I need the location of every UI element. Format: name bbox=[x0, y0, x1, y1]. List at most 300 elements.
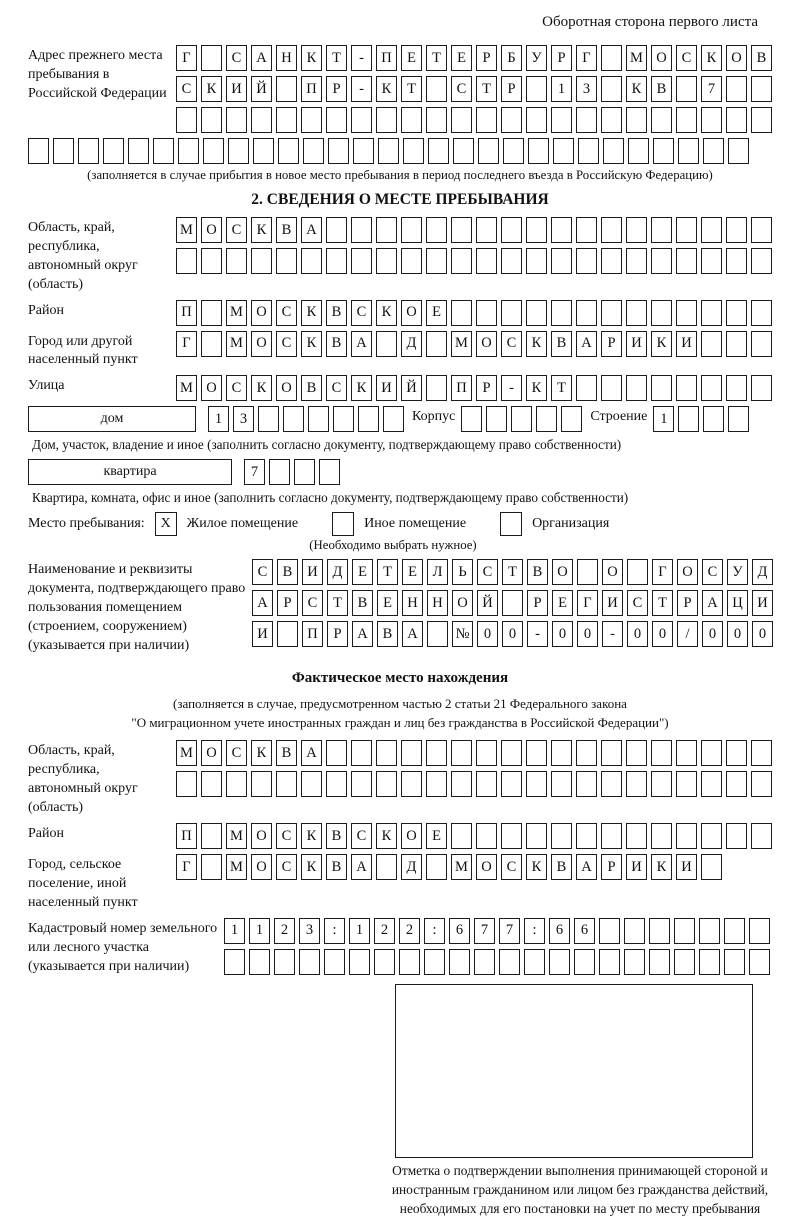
char-cell[interactable]: И bbox=[626, 854, 647, 880]
char-cell[interactable]: В bbox=[651, 76, 672, 102]
char-cell[interactable] bbox=[428, 138, 449, 164]
char-cell[interactable]: Т bbox=[476, 76, 497, 102]
char-cell[interactable] bbox=[278, 138, 299, 164]
char-cell[interactable] bbox=[501, 771, 522, 797]
char-cell[interactable] bbox=[728, 138, 749, 164]
char-cell[interactable]: М bbox=[626, 45, 647, 71]
char-cell[interactable] bbox=[526, 823, 547, 849]
char-cell[interactable]: С bbox=[676, 45, 697, 71]
char-cell[interactable]: И bbox=[752, 590, 773, 616]
char-cell[interactable]: И bbox=[676, 331, 697, 357]
char-cell[interactable] bbox=[451, 107, 472, 133]
char-cell[interactable] bbox=[451, 300, 472, 326]
char-cell[interactable] bbox=[526, 740, 547, 766]
char-cell[interactable] bbox=[726, 107, 747, 133]
char-cell[interactable]: В bbox=[276, 217, 297, 243]
char-cell[interactable] bbox=[426, 248, 447, 274]
char-cell[interactable] bbox=[726, 217, 747, 243]
char-cell[interactable]: К bbox=[376, 300, 397, 326]
char-cell[interactable]: С bbox=[351, 300, 372, 326]
char-cell[interactable]: Р bbox=[327, 621, 348, 647]
char-cell[interactable]: Н bbox=[427, 590, 448, 616]
char-cell[interactable]: М bbox=[176, 217, 197, 243]
char-cell[interactable] bbox=[624, 918, 645, 944]
char-cell[interactable] bbox=[574, 949, 595, 975]
char-cell[interactable]: О bbox=[251, 331, 272, 357]
char-cell[interactable] bbox=[376, 107, 397, 133]
char-cell[interactable]: В bbox=[276, 740, 297, 766]
char-cell[interactable]: В bbox=[326, 854, 347, 880]
char-cell[interactable] bbox=[676, 823, 697, 849]
char-cell[interactable] bbox=[351, 217, 372, 243]
char-cell[interactable] bbox=[536, 406, 557, 432]
char-cell[interactable]: Т bbox=[502, 559, 523, 585]
char-cell[interactable] bbox=[676, 248, 697, 274]
char-cell[interactable] bbox=[626, 375, 647, 401]
char-cell[interactable] bbox=[178, 138, 199, 164]
char-cell[interactable] bbox=[676, 740, 697, 766]
char-cell[interactable]: Т bbox=[326, 45, 347, 71]
char-cell[interactable]: : bbox=[524, 918, 545, 944]
char-cell[interactable] bbox=[701, 217, 722, 243]
stay-type-checkbox-other[interactable] bbox=[332, 512, 354, 536]
char-cell[interactable]: 1 bbox=[349, 918, 370, 944]
char-cell[interactable]: 0 bbox=[552, 621, 573, 647]
char-cell[interactable] bbox=[626, 740, 647, 766]
char-cell[interactable]: К bbox=[701, 45, 722, 71]
char-cell[interactable] bbox=[601, 740, 622, 766]
char-cell[interactable] bbox=[176, 771, 197, 797]
char-cell[interactable] bbox=[626, 217, 647, 243]
char-cell[interactable] bbox=[374, 949, 395, 975]
char-cell[interactable] bbox=[576, 248, 597, 274]
char-cell[interactable]: С bbox=[226, 217, 247, 243]
char-cell[interactable] bbox=[751, 771, 772, 797]
char-cell[interactable] bbox=[626, 300, 647, 326]
char-cell[interactable] bbox=[502, 590, 523, 616]
char-cell[interactable]: Р bbox=[277, 590, 298, 616]
char-cell[interactable] bbox=[426, 740, 447, 766]
char-cell[interactable]: 2 bbox=[374, 918, 395, 944]
char-cell[interactable] bbox=[399, 949, 420, 975]
char-cell[interactable]: 3 bbox=[576, 76, 597, 102]
char-cell[interactable] bbox=[626, 248, 647, 274]
char-cell[interactable] bbox=[383, 406, 404, 432]
char-cell[interactable] bbox=[426, 854, 447, 880]
char-cell[interactable]: К bbox=[251, 217, 272, 243]
char-cell[interactable]: - bbox=[527, 621, 548, 647]
char-cell[interactable]: О bbox=[452, 590, 473, 616]
char-cell[interactable] bbox=[501, 217, 522, 243]
char-cell[interactable] bbox=[476, 740, 497, 766]
char-cell[interactable]: Н bbox=[276, 45, 297, 71]
char-cell[interactable]: С bbox=[501, 854, 522, 880]
char-cell[interactable] bbox=[301, 771, 322, 797]
char-cell[interactable]: 6 bbox=[549, 918, 570, 944]
char-cell[interactable]: - bbox=[351, 76, 372, 102]
char-cell[interactable] bbox=[726, 76, 747, 102]
char-cell[interactable] bbox=[501, 300, 522, 326]
char-cell[interactable] bbox=[601, 76, 622, 102]
char-cell[interactable]: Р bbox=[601, 331, 622, 357]
char-cell[interactable] bbox=[351, 771, 372, 797]
char-cell[interactable] bbox=[253, 138, 274, 164]
char-cell[interactable] bbox=[376, 248, 397, 274]
char-cell[interactable] bbox=[351, 740, 372, 766]
char-cell[interactable] bbox=[326, 740, 347, 766]
char-cell[interactable]: Т bbox=[652, 590, 673, 616]
char-cell[interactable] bbox=[258, 406, 279, 432]
char-cell[interactable]: М bbox=[226, 854, 247, 880]
char-cell[interactable] bbox=[276, 107, 297, 133]
char-cell[interactable]: П bbox=[302, 621, 323, 647]
char-cell[interactable] bbox=[524, 949, 545, 975]
char-cell[interactable] bbox=[676, 107, 697, 133]
char-cell[interactable] bbox=[474, 949, 495, 975]
char-cell[interactable] bbox=[701, 107, 722, 133]
char-cell[interactable]: К bbox=[351, 375, 372, 401]
char-cell[interactable] bbox=[701, 771, 722, 797]
char-cell[interactable]: 7 bbox=[701, 76, 722, 102]
char-cell[interactable] bbox=[294, 459, 315, 485]
char-cell[interactable] bbox=[201, 771, 222, 797]
char-cell[interactable] bbox=[726, 248, 747, 274]
char-cell[interactable] bbox=[401, 771, 422, 797]
char-cell[interactable] bbox=[501, 823, 522, 849]
char-cell[interactable] bbox=[201, 45, 222, 71]
char-cell[interactable] bbox=[649, 949, 670, 975]
char-cell[interactable] bbox=[486, 406, 507, 432]
char-cell[interactable] bbox=[551, 248, 572, 274]
char-cell[interactable]: : bbox=[324, 918, 345, 944]
char-cell[interactable]: А bbox=[252, 590, 273, 616]
char-cell[interactable] bbox=[751, 375, 772, 401]
char-cell[interactable]: 7 bbox=[499, 918, 520, 944]
char-cell[interactable]: С bbox=[176, 76, 197, 102]
char-cell[interactable] bbox=[424, 949, 445, 975]
char-cell[interactable]: П bbox=[176, 823, 197, 849]
char-cell[interactable]: Г bbox=[176, 331, 197, 357]
char-cell[interactable]: Р bbox=[476, 45, 497, 71]
char-cell[interactable] bbox=[576, 771, 597, 797]
char-cell[interactable]: И bbox=[376, 375, 397, 401]
char-cell[interactable] bbox=[576, 300, 597, 326]
char-cell[interactable]: С bbox=[351, 823, 372, 849]
char-cell[interactable] bbox=[224, 949, 245, 975]
char-cell[interactable] bbox=[701, 823, 722, 849]
char-cell[interactable]: Р bbox=[527, 590, 548, 616]
char-cell[interactable]: Р bbox=[326, 76, 347, 102]
char-cell[interactable]: Г bbox=[176, 45, 197, 71]
char-cell[interactable]: В bbox=[551, 854, 572, 880]
char-cell[interactable]: А bbox=[301, 217, 322, 243]
char-cell[interactable]: - bbox=[501, 375, 522, 401]
char-cell[interactable]: К bbox=[651, 331, 672, 357]
char-cell[interactable]: Ь bbox=[452, 559, 473, 585]
char-cell[interactable]: 0 bbox=[702, 621, 723, 647]
char-cell[interactable] bbox=[226, 107, 247, 133]
char-cell[interactable] bbox=[461, 406, 482, 432]
char-cell[interactable] bbox=[501, 107, 522, 133]
char-cell[interactable] bbox=[553, 138, 574, 164]
char-cell[interactable] bbox=[751, 331, 772, 357]
char-cell[interactable] bbox=[651, 375, 672, 401]
char-cell[interactable] bbox=[201, 823, 222, 849]
char-cell[interactable]: Т bbox=[327, 590, 348, 616]
char-cell[interactable]: 0 bbox=[752, 621, 773, 647]
char-cell[interactable] bbox=[678, 138, 699, 164]
char-cell[interactable] bbox=[324, 949, 345, 975]
char-cell[interactable] bbox=[319, 459, 340, 485]
char-cell[interactable]: Т bbox=[377, 559, 398, 585]
char-cell[interactable]: № bbox=[452, 621, 473, 647]
char-cell[interactable]: 0 bbox=[652, 621, 673, 647]
char-cell[interactable] bbox=[358, 406, 379, 432]
char-cell[interactable]: А bbox=[576, 854, 597, 880]
char-cell[interactable] bbox=[226, 771, 247, 797]
char-cell[interactable]: Р bbox=[501, 76, 522, 102]
char-cell[interactable]: Е bbox=[552, 590, 573, 616]
char-cell[interactable] bbox=[426, 107, 447, 133]
char-cell[interactable]: И bbox=[676, 854, 697, 880]
char-cell[interactable]: К bbox=[301, 300, 322, 326]
char-cell[interactable]: 1 bbox=[208, 406, 229, 432]
char-cell[interactable] bbox=[751, 300, 772, 326]
char-cell[interactable] bbox=[401, 217, 422, 243]
char-cell[interactable]: П bbox=[451, 375, 472, 401]
char-cell[interactable] bbox=[674, 949, 695, 975]
char-cell[interactable]: М bbox=[226, 331, 247, 357]
char-cell[interactable] bbox=[376, 854, 397, 880]
char-cell[interactable] bbox=[751, 248, 772, 274]
char-cell[interactable] bbox=[551, 300, 572, 326]
char-cell[interactable] bbox=[701, 248, 722, 274]
char-cell[interactable]: К bbox=[301, 45, 322, 71]
char-cell[interactable]: Б bbox=[501, 45, 522, 71]
char-cell[interactable] bbox=[501, 248, 522, 274]
stay-type-checkbox-residential[interactable]: X bbox=[155, 512, 177, 536]
char-cell[interactable] bbox=[601, 300, 622, 326]
char-cell[interactable]: О bbox=[651, 45, 672, 71]
char-cell[interactable] bbox=[449, 949, 470, 975]
char-cell[interactable] bbox=[651, 248, 672, 274]
char-cell[interactable] bbox=[651, 107, 672, 133]
char-cell[interactable]: М bbox=[451, 854, 472, 880]
char-cell[interactable] bbox=[478, 138, 499, 164]
char-cell[interactable] bbox=[599, 949, 620, 975]
char-cell[interactable] bbox=[426, 771, 447, 797]
char-cell[interactable] bbox=[426, 217, 447, 243]
char-cell[interactable] bbox=[301, 107, 322, 133]
char-cell[interactable] bbox=[476, 300, 497, 326]
char-cell[interactable]: Р bbox=[677, 590, 698, 616]
char-cell[interactable]: С bbox=[276, 854, 297, 880]
char-cell[interactable]: : bbox=[424, 918, 445, 944]
char-cell[interactable] bbox=[601, 771, 622, 797]
char-cell[interactable] bbox=[626, 771, 647, 797]
char-cell[interactable]: 6 bbox=[449, 918, 470, 944]
char-cell[interactable] bbox=[651, 300, 672, 326]
char-cell[interactable]: О bbox=[201, 375, 222, 401]
char-cell[interactable] bbox=[351, 107, 372, 133]
char-cell[interactable] bbox=[283, 406, 304, 432]
char-cell[interactable]: К bbox=[301, 823, 322, 849]
char-cell[interactable] bbox=[201, 854, 222, 880]
char-cell[interactable]: Н bbox=[402, 590, 423, 616]
char-cell[interactable]: Е bbox=[352, 559, 373, 585]
char-cell[interactable] bbox=[703, 406, 724, 432]
char-cell[interactable] bbox=[476, 771, 497, 797]
char-cell[interactable]: Д bbox=[752, 559, 773, 585]
char-cell[interactable]: 1 bbox=[224, 918, 245, 944]
char-cell[interactable]: К bbox=[201, 76, 222, 102]
char-cell[interactable] bbox=[376, 331, 397, 357]
char-cell[interactable]: А bbox=[702, 590, 723, 616]
char-cell[interactable] bbox=[453, 138, 474, 164]
char-cell[interactable] bbox=[501, 740, 522, 766]
char-cell[interactable] bbox=[653, 138, 674, 164]
stay-type-checkbox-organization[interactable] bbox=[500, 512, 522, 536]
char-cell[interactable]: У bbox=[526, 45, 547, 71]
char-cell[interactable]: М bbox=[176, 740, 197, 766]
char-cell[interactable] bbox=[749, 949, 770, 975]
char-cell[interactable] bbox=[651, 823, 672, 849]
char-cell[interactable] bbox=[526, 76, 547, 102]
char-cell[interactable]: С bbox=[302, 590, 323, 616]
char-cell[interactable] bbox=[376, 217, 397, 243]
char-cell[interactable]: А bbox=[351, 854, 372, 880]
char-cell[interactable] bbox=[499, 949, 520, 975]
char-cell[interactable] bbox=[401, 740, 422, 766]
char-cell[interactable]: О bbox=[401, 823, 422, 849]
char-cell[interactable] bbox=[427, 621, 448, 647]
char-cell[interactable]: П bbox=[176, 300, 197, 326]
char-cell[interactable]: П bbox=[376, 45, 397, 71]
char-cell[interactable] bbox=[678, 406, 699, 432]
char-cell[interactable] bbox=[326, 107, 347, 133]
char-cell[interactable] bbox=[701, 375, 722, 401]
char-cell[interactable] bbox=[153, 138, 174, 164]
char-cell[interactable] bbox=[649, 918, 670, 944]
char-cell[interactable]: М bbox=[176, 375, 197, 401]
char-cell[interactable] bbox=[601, 823, 622, 849]
char-cell[interactable] bbox=[476, 107, 497, 133]
char-cell[interactable] bbox=[601, 107, 622, 133]
char-cell[interactable]: К bbox=[526, 331, 547, 357]
char-cell[interactable] bbox=[724, 918, 745, 944]
char-cell[interactable]: К bbox=[526, 375, 547, 401]
char-cell[interactable] bbox=[526, 107, 547, 133]
char-cell[interactable]: У bbox=[727, 559, 748, 585]
char-cell[interactable] bbox=[426, 375, 447, 401]
char-cell[interactable]: К bbox=[526, 854, 547, 880]
char-cell[interactable] bbox=[128, 138, 149, 164]
char-cell[interactable]: Е bbox=[401, 45, 422, 71]
char-cell[interactable] bbox=[451, 771, 472, 797]
char-cell[interactable]: 7 bbox=[244, 459, 265, 485]
apartment-field-box[interactable]: квартира bbox=[28, 459, 232, 485]
char-cell[interactable] bbox=[378, 138, 399, 164]
char-cell[interactable] bbox=[78, 138, 99, 164]
char-cell[interactable] bbox=[328, 138, 349, 164]
char-cell[interactable]: О bbox=[251, 300, 272, 326]
char-cell[interactable] bbox=[751, 107, 772, 133]
char-cell[interactable] bbox=[353, 138, 374, 164]
char-cell[interactable]: М bbox=[226, 300, 247, 326]
char-cell[interactable]: Ц bbox=[727, 590, 748, 616]
char-cell[interactable] bbox=[451, 248, 472, 274]
char-cell[interactable] bbox=[578, 138, 599, 164]
char-cell[interactable]: В bbox=[751, 45, 772, 71]
char-cell[interactable] bbox=[476, 248, 497, 274]
char-cell[interactable] bbox=[576, 107, 597, 133]
char-cell[interactable]: Р bbox=[476, 375, 497, 401]
char-cell[interactable]: К bbox=[651, 854, 672, 880]
char-cell[interactable] bbox=[651, 217, 672, 243]
char-cell[interactable]: С bbox=[326, 375, 347, 401]
char-cell[interactable]: В bbox=[326, 331, 347, 357]
char-cell[interactable] bbox=[699, 918, 720, 944]
char-cell[interactable] bbox=[476, 217, 497, 243]
char-cell[interactable]: Д bbox=[401, 854, 422, 880]
char-cell[interactable] bbox=[53, 138, 74, 164]
char-cell[interactable]: В bbox=[551, 331, 572, 357]
char-cell[interactable]: Й bbox=[401, 375, 422, 401]
char-cell[interactable]: - bbox=[602, 621, 623, 647]
char-cell[interactable]: О bbox=[276, 375, 297, 401]
char-cell[interactable]: О bbox=[476, 854, 497, 880]
char-cell[interactable]: К bbox=[251, 740, 272, 766]
char-cell[interactable] bbox=[426, 331, 447, 357]
char-cell[interactable] bbox=[303, 138, 324, 164]
char-cell[interactable] bbox=[103, 138, 124, 164]
char-cell[interactable] bbox=[326, 771, 347, 797]
char-cell[interactable] bbox=[751, 823, 772, 849]
char-cell[interactable]: Й bbox=[477, 590, 498, 616]
char-cell[interactable] bbox=[249, 949, 270, 975]
char-cell[interactable] bbox=[503, 138, 524, 164]
char-cell[interactable]: С bbox=[276, 331, 297, 357]
char-cell[interactable] bbox=[301, 248, 322, 274]
char-cell[interactable]: И bbox=[252, 621, 273, 647]
char-cell[interactable]: В bbox=[301, 375, 322, 401]
char-cell[interactable]: Г bbox=[652, 559, 673, 585]
char-cell[interactable] bbox=[203, 138, 224, 164]
char-cell[interactable]: 0 bbox=[627, 621, 648, 647]
char-cell[interactable]: 6 bbox=[574, 918, 595, 944]
char-cell[interactable] bbox=[526, 300, 547, 326]
char-cell[interactable]: Т bbox=[426, 45, 447, 71]
char-cell[interactable]: 3 bbox=[299, 918, 320, 944]
char-cell[interactable] bbox=[526, 771, 547, 797]
char-cell[interactable]: 1 bbox=[249, 918, 270, 944]
char-cell[interactable] bbox=[251, 771, 272, 797]
char-cell[interactable]: Е bbox=[426, 300, 447, 326]
char-cell[interactable] bbox=[176, 248, 197, 274]
char-cell[interactable] bbox=[699, 949, 720, 975]
char-cell[interactable] bbox=[228, 138, 249, 164]
char-cell[interactable] bbox=[551, 217, 572, 243]
char-cell[interactable] bbox=[349, 949, 370, 975]
char-cell[interactable] bbox=[676, 300, 697, 326]
char-cell[interactable] bbox=[326, 248, 347, 274]
char-cell[interactable]: Г bbox=[576, 45, 597, 71]
char-cell[interactable]: В bbox=[527, 559, 548, 585]
char-cell[interactable] bbox=[603, 138, 624, 164]
char-cell[interactable]: М bbox=[226, 823, 247, 849]
char-cell[interactable] bbox=[628, 138, 649, 164]
char-cell[interactable]: О bbox=[251, 823, 272, 849]
